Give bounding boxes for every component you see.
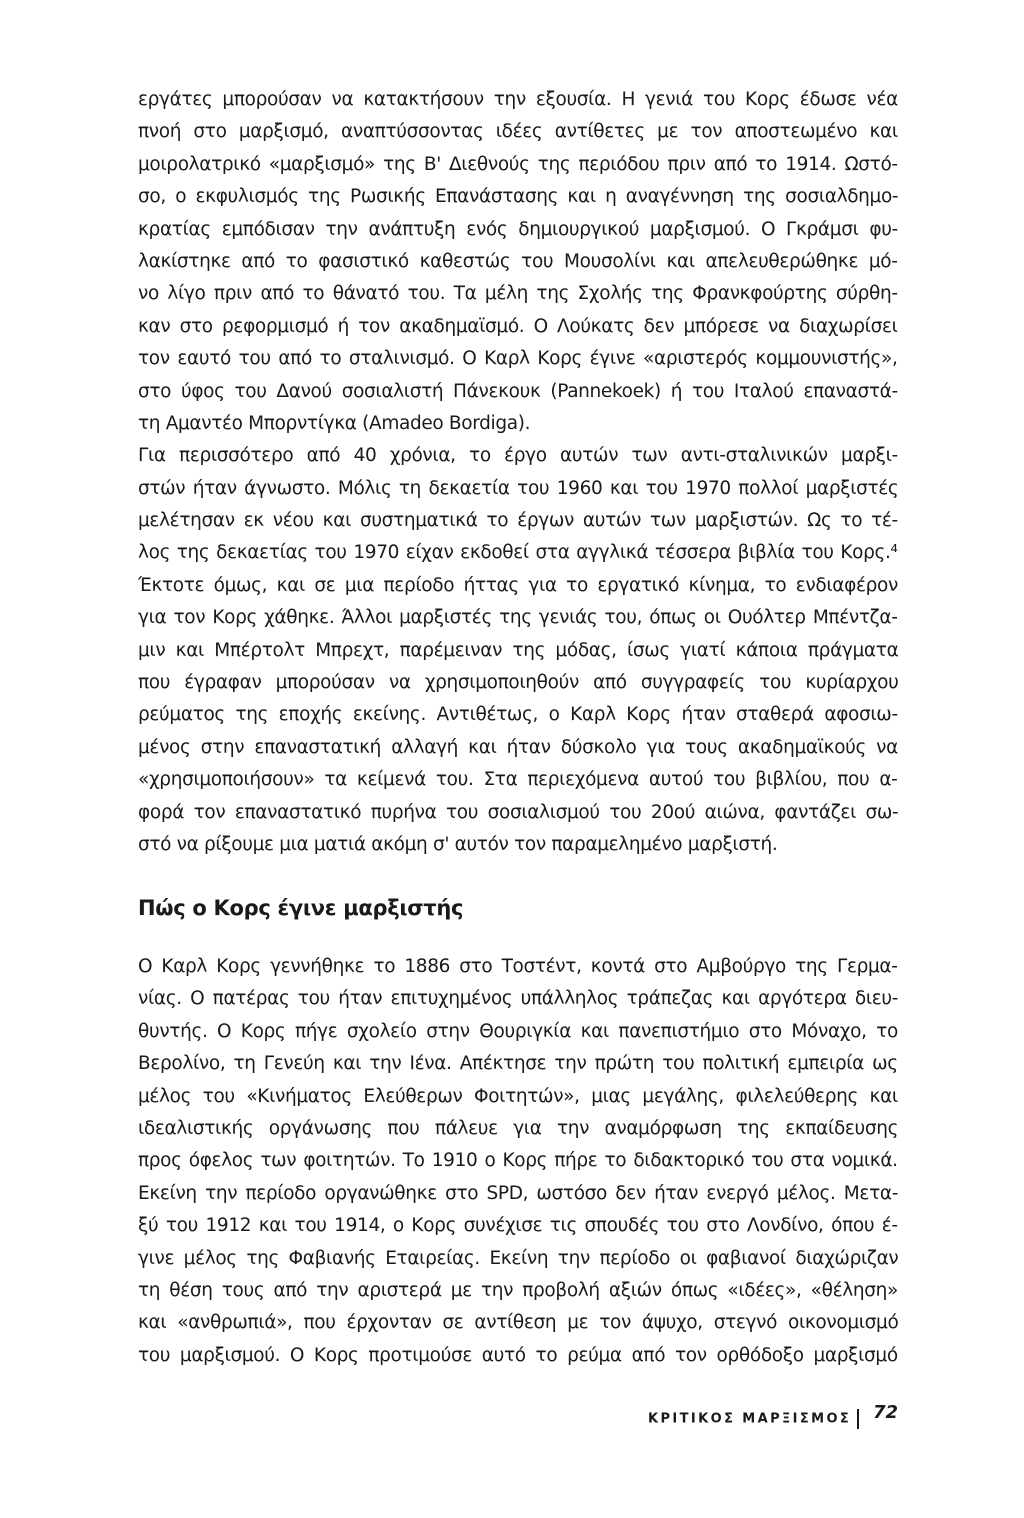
text-line: στο ύφος του Δανού σοσιαλιστή Πάνεκουκ (Pannekoek) ή του Ιταλού επαναστά- xyxy=(138,380,898,402)
text-line: νο λίγο πριν από το θάνατό του. Τα μέλη της Σχολής της Φρανκφούρτης σύρθη- xyxy=(138,283,898,305)
text-line: του μαρξισμού. Ο Κορς προτιμούσε αυτό το ρεύμα από τον ορθόδοξο μαρξισμό xyxy=(138,1344,898,1366)
text-line: ρεύματος της εποχής εκείνης. Αντιθέτως, ο Καρλ Κορς ήταν σταθερά αφοσιω- xyxy=(138,704,898,726)
text-line: μέλος του «Κινήματος Ελεύθερων Φοιτητών», μιας μεγάλης, φιλελεύθερης και xyxy=(138,1085,898,1107)
text-line: «χρησιμοποιήσουν» τα κείμενά του. Στα περιεχόμενα αυτού του βιβλίου, που α- xyxy=(138,769,898,791)
text-line: σο, ο εκφυλισμός της Ρωσικής Επανάστασης και η αναγέννηση της σοσιαλδημο- xyxy=(138,186,899,208)
text-line: νίας. Ο πατέρας του ήταν επιτυχημένος υπάλληλος τράπεζας και αργότερα διευ- xyxy=(138,988,899,1010)
text-line: και «ανθρωπιά», που έρχονταν σε αντίθεση με τον άψυχο, στεγνό οικονομισμό xyxy=(138,1312,899,1334)
text-line: Εκείνη την περίοδο οργανώθηκε στο SPD, ωστόσο δεν ήταν ενεργό μέλος. Μετα- xyxy=(138,1182,899,1204)
text-line: Ο Καρλ Κορς γεννήθηκε το 1886 στο Τοστέντ, κοντά στο Αμβούργο της Γερμα- xyxy=(138,956,898,977)
text-line: λακίστηκε από το φασιστικό καθεστώς του Μουσολίνι και απελευθερώθηκε μό- xyxy=(138,250,898,272)
text-line: μοιρολατρικό «μαρξισμό» της Β' Διεθνούς της περιόδου πριν από το 1914. Ωστό- xyxy=(138,153,898,175)
text-line: ιδεαλιστικής οργάνωσης που πάλευε για την αναμόρφωση της εκπαίδευσης xyxy=(138,1117,899,1139)
body-text-upper xyxy=(138,84,898,861)
text-line: εργάτες μπορούσαν να κατακτήσουν την εξουσία. Η γενιά του Κορς έδωσε νέα xyxy=(138,89,898,110)
text-line: λος της δεκαετίας του 1970 είχαν εκδοθεί στα αγγλικά τέσσερα βιβλία του Κορς.⁴ xyxy=(138,542,898,564)
text-line: καν στο ρεφορμισμό ή τον ακαδημαϊσμό. Ο Λούκατς δεν μπόρεσε να διαχωρίσει xyxy=(138,315,898,337)
text-line: στό να ρίξουμε μια ματιά ακόμη σ' αυτόν τον παραμελημένο μαρξιστή. xyxy=(138,833,778,855)
text-line: κρατίας εμπόδισαν την ανάπτυξη ενός δημιουργικού μαρξισμού. Ο Γκράμσι φυ- xyxy=(138,218,898,240)
text-line: τη Αμαντέο Μπορντίγκα (Amadeo Bordiga). xyxy=(138,412,531,434)
text-line: μιν και Μπέρτολτ Μπρεχτ, παρέμειναν της μόδας, ίσως γιατί κάποια πράγματα xyxy=(138,639,899,661)
text-line: που έγραφαν μπορούσαν να χρησιμοποιηθούν από συγγραφείς του κυρίαρχου xyxy=(138,672,899,694)
text-line: τη θέση τους από την αριστερά με την προβολή αξιών όπως «ιδέες», «θέληση» xyxy=(138,1279,898,1301)
text-line: Για περισσότερο από 40 χρόνια, το έργο αυτών των αντι-σταλινικών μαρξι- xyxy=(138,445,898,467)
text-line: ξύ του 1912 και του 1914, ο Κορς συνέχισε τις σπουδές του στο Λονδίνο, όπου έ- xyxy=(138,1215,898,1237)
text-line: μένος στην επαναστατική αλλαγή και ήταν δύσκολο για τους ακαδημαϊκούς να xyxy=(138,736,898,758)
text-line: μελέτησαν εκ νέου και συστηματικά το έργων αυτών των μαρξιστών. Ως το τέ- xyxy=(138,510,898,532)
text-line: πνοή στο μαρξισμό, αναπτύσσοντας ιδέες αντίθετες με τον αποστεωμένο και xyxy=(138,121,898,143)
running-footer xyxy=(648,1409,873,1429)
text-line: τον εαυτό του από το σταλινισμό. Ο Καρλ Κορς έγινε «αριστερός κομμουνιστής», xyxy=(138,348,898,370)
text-line: γινε μέλος της Φαβιανής Εταιρείας. Εκείνη την περίοδο οι φαβιανοί διαχώριζαν xyxy=(138,1247,899,1269)
page-number: 72 xyxy=(873,1402,899,1423)
text-line: προς όφελος των φοιτητών. Το 1910 ο Κορς πήρε το διδακτορικό του στα νομικά. xyxy=(138,1150,898,1172)
text-line: Βερολίνο, τη Γενεύη και την Ιένα. Απέκτησε την πρώτη του πολιτική εμπειρία ως xyxy=(138,1053,898,1075)
text-line: Έκτοτε όμως, και σε μια περίοδο ήττας για το εργατικό κίνημα, το ενδιαφέρον xyxy=(138,574,898,596)
text-line: θυντής. Ο Κορς πήγε σχολείο στην Θουριγκία και πανεπιστήμιο στο Μόναχο, το xyxy=(138,1020,898,1042)
running-title: ΚΡΙΤΙΚΟΣ ΜΑΡΞΙΣΜΟΣ xyxy=(648,1411,852,1427)
text-line: φορά τον επαναστατικό πυρήνα του σοσιαλισμού του 20ού αιώνα, φαντάζει σω- xyxy=(138,801,899,823)
text-line: για τον Κορς χάθηκε. Άλλοι μαρξιστές της γενιάς του, όπως οι Ουόλτερ Μπέντζα- xyxy=(138,607,898,629)
body-text-lower xyxy=(138,951,898,1372)
text-line: στών ήταν άγνωστο. Μόλις τη δεκαετία του 1960 και του 1970 πολλοί μαρξιστές xyxy=(138,477,899,499)
footer-separator xyxy=(857,1409,859,1429)
section-heading: Πώς ο Κορς έγινε μαρξιστής xyxy=(138,896,464,920)
